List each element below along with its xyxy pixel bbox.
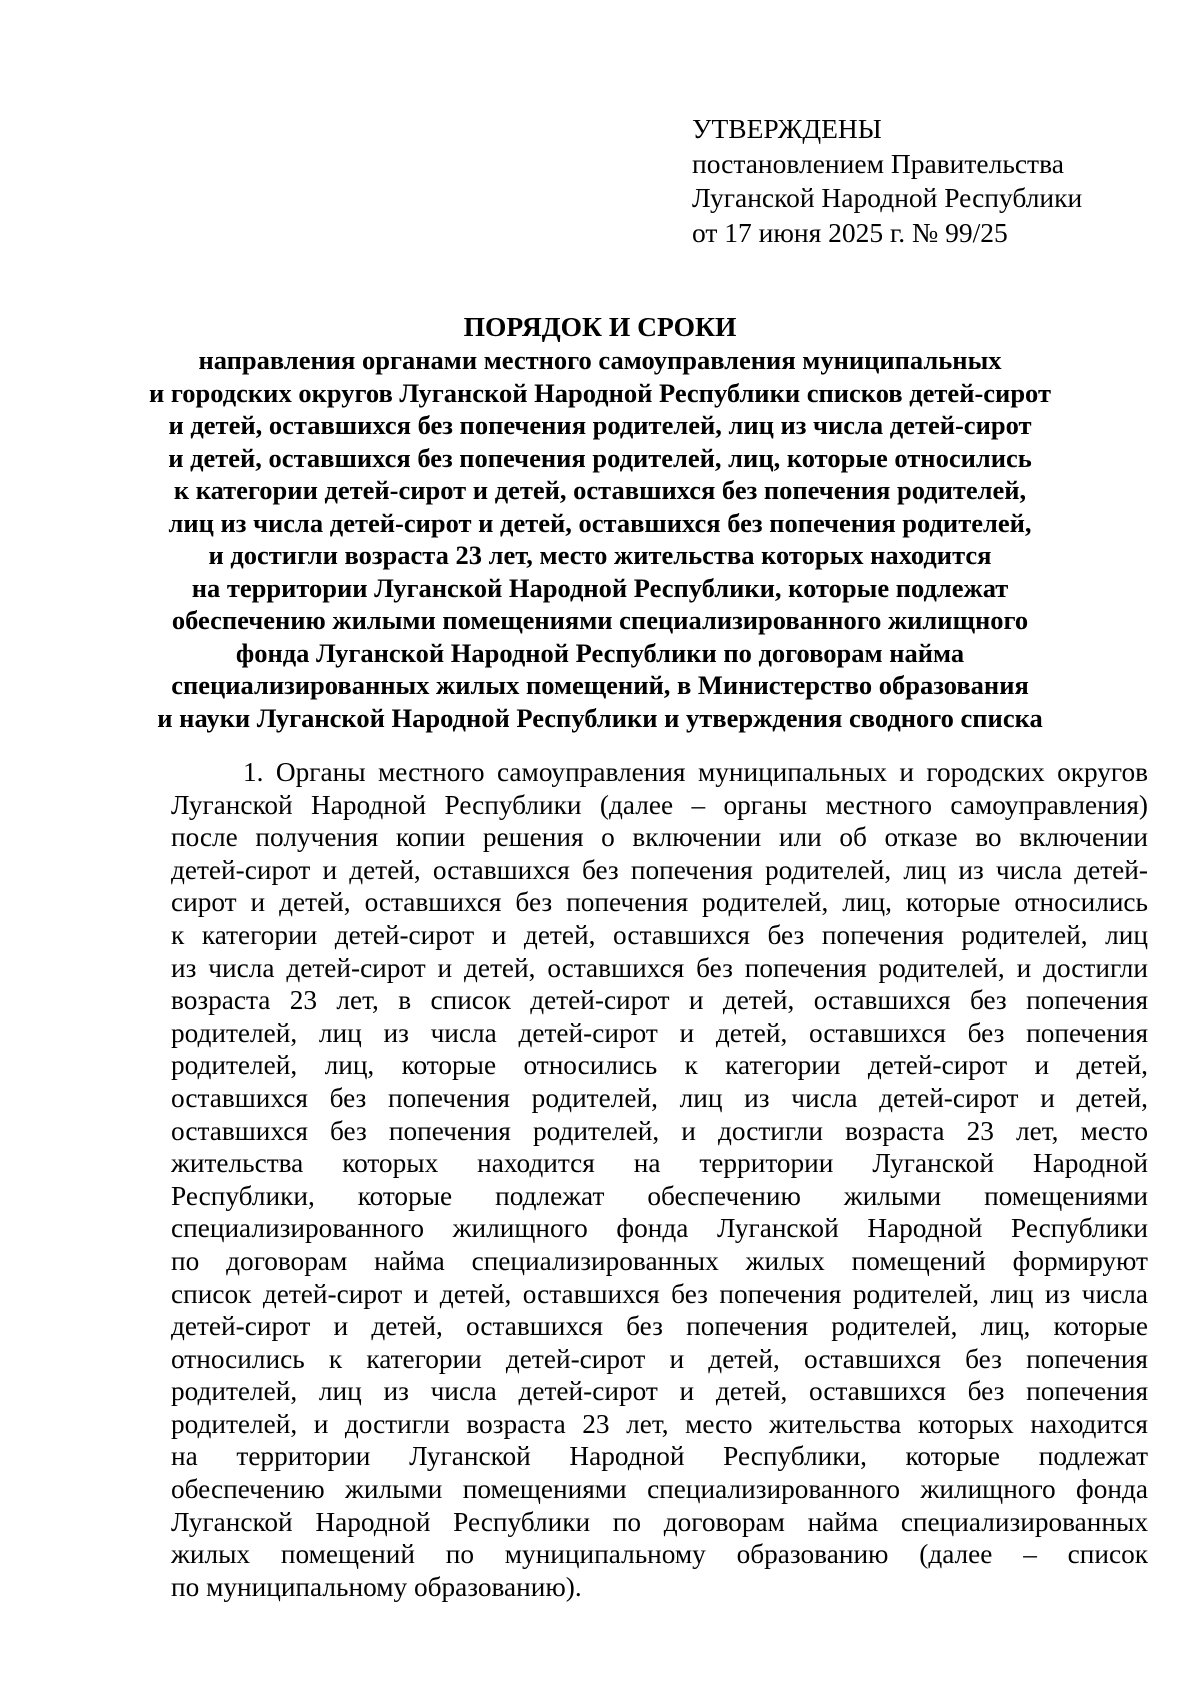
title-line: специализированных жилых помещений, в Министерство образования: [171, 670, 1029, 700]
title-line: и детей, оставшихся без попечения родителей, лиц из числа детей-сирот: [168, 410, 1032, 440]
paragraph-line: родителей, лиц из числа детей-сирот и детей, оставшихся без попечения: [171, 1376, 1148, 1407]
document-title: [0, 310, 1200, 734]
paragraph-line: детей-сирот и детей, оставшихся без попечения родителей, лиц из числа детей-: [171, 854, 1148, 885]
paragraph-line: специализированного жилищного фонда Луганской Народной Республики: [171, 1213, 1148, 1244]
paragraph-line: Луганской Народной Республики по договорам найма специализированных: [171, 1506, 1148, 1537]
title-line: к категории детей-сирот и детей, оставшихся без попечения родителей,: [173, 475, 1027, 505]
title-line: на территории Луганской Народной Республики, которые подлежат: [191, 572, 1009, 603]
title-line: и городских округов Луганской Народной Республики списков детей-сирот: [149, 377, 1051, 408]
paragraph-line: сирот и детей, оставшихся без попечения родителей, лиц, которые относились: [171, 887, 1148, 918]
title-line: и детей, оставшихся без попечения родителей, лиц, которые относились: [168, 442, 1032, 473]
approval-stamp: [692, 112, 1152, 250]
document-heading: ПОРЯДОК И СРОКИ: [463, 311, 737, 342]
approval-line: постановлением Правительства: [692, 147, 1064, 179]
paragraph-line: оставшихся без попечения родителей, лиц из числа детей-сирот и детей,: [171, 1082, 1148, 1113]
paragraph-line: 1. Органы местного самоуправления муниципальных и городских округов: [243, 757, 1148, 787]
paragraph-line: возраста 23 лет, в список детей-сирот и детей, оставшихся без попечения: [171, 985, 1148, 1016]
paragraph-line: обеспечению жилыми помещениями специализированного жилищного фонда: [171, 1474, 1148, 1505]
paragraph-line: относились к категории детей-сирот и детей, оставшихся без попечения: [171, 1343, 1148, 1374]
paragraph-line: к категории детей-сирот и детей, оставшихся без попечения родителей, лиц: [171, 919, 1148, 950]
paragraph-line: детей-сирот и детей, оставшихся без попечения родителей, лиц, которые: [171, 1311, 1148, 1342]
title-line: направления органами местного самоуправления муниципальных: [198, 345, 1002, 375]
paragraph-line: жилых помещений по муниципальному образованию (далее – список: [171, 1539, 1148, 1570]
title-line: лиц из числа детей-сирот и детей, оставшихся без попечения родителей,: [168, 507, 1032, 538]
paragraph-line: на территории Луганской Народной Республики, которые подлежат: [171, 1441, 1148, 1472]
approval-line: от 17 июня 2025 г. № 99/25: [692, 216, 1008, 248]
paragraph-line: после получения копии решения о включении или об отказе во включении: [171, 822, 1148, 853]
paragraph-line: родителей, и достигли возраста 23 лет, место жительства которых находится: [171, 1408, 1148, 1439]
approval-line: Луганской Народной Республики: [692, 182, 1083, 213]
paragraph-line: Республики, которые подлежат обеспечению жилыми помещениями: [171, 1180, 1148, 1211]
paragraph-1: [171, 756, 1148, 1603]
paragraph-line: по договорам найма специализированных жилых помещений формируют: [171, 1245, 1148, 1276]
title-line: обеспечению жилыми помещениями специализированного жилищного: [171, 605, 1029, 635]
approval-line: УТВЕРЖДЕНЫ: [692, 113, 882, 144]
paragraph-line: по муниципальному образованию).: [171, 1571, 582, 1602]
paragraph-line: список детей-сирот и детей, оставшихся без попечения родителей, лиц из числа: [171, 1278, 1148, 1309]
paragraph-line: жительства которых находится на территории Луганской Народной: [171, 1148, 1148, 1179]
paragraph-line: родителей, лиц, которые относились к категории детей-сирот и детей,: [171, 1050, 1148, 1081]
paragraph-line: родителей, лиц из числа детей-сирот и детей, оставшихся без попечения: [171, 1017, 1148, 1048]
paragraph-line: Луганской Народной Республики (далее – органы местного самоуправления): [171, 789, 1148, 820]
paragraph-line: оставшихся без попечения родителей, и достигли возраста 23 лет, место: [171, 1115, 1148, 1146]
paragraph-line: из числа детей-сирот и детей, оставшихся без попечения родителей, и достигли: [171, 952, 1148, 983]
title-line: и науки Луганской Народной Республики и утверждения сводного списка: [157, 702, 1043, 733]
title-line: и достигли возраста 23 лет, место жительства которых находится: [208, 540, 992, 570]
title-line: фонда Луганской Народной Республики по договорам найма: [235, 637, 965, 668]
